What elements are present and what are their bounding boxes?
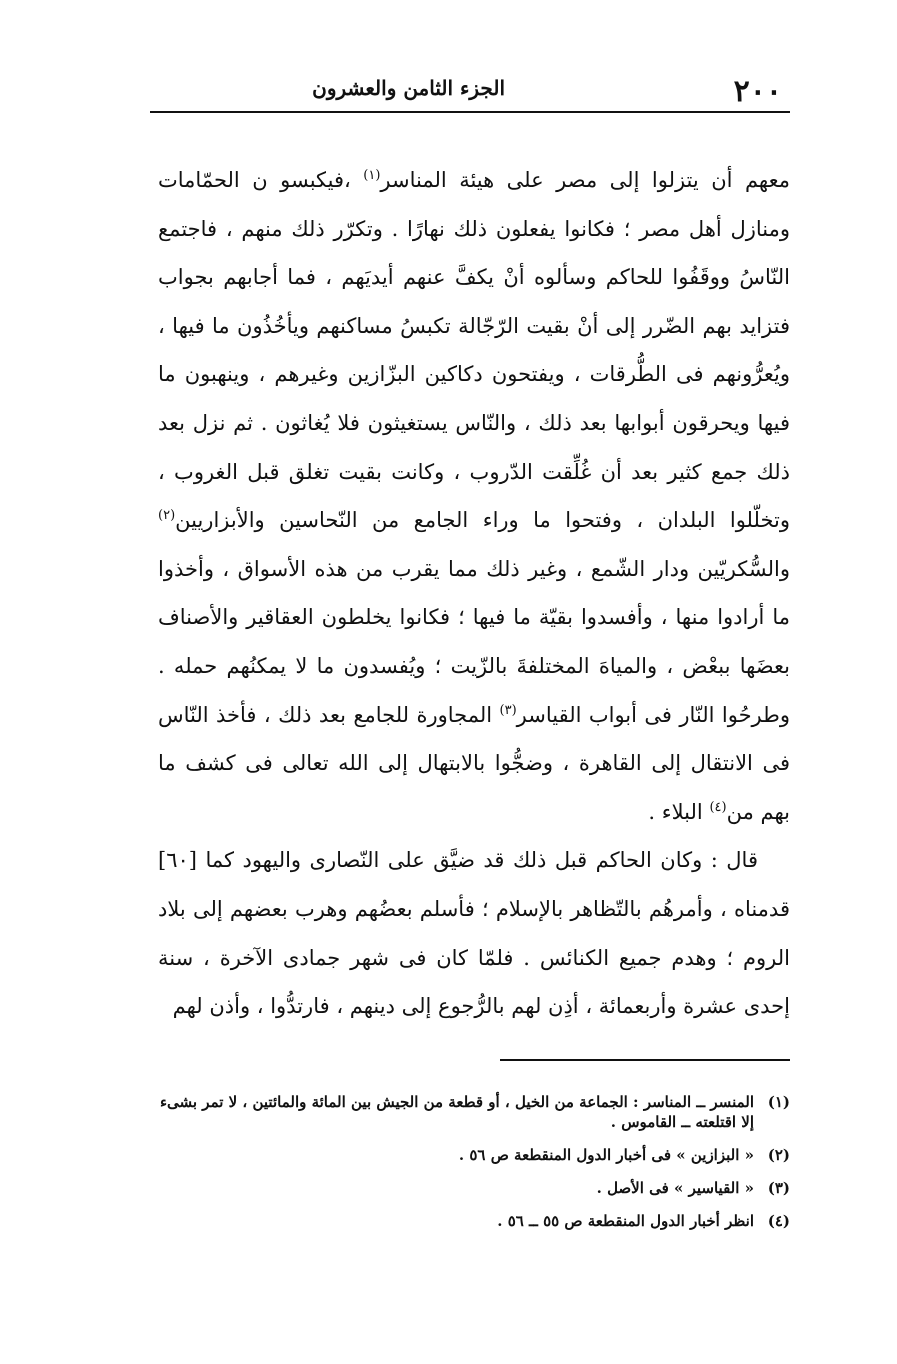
main-text bbox=[158, 156, 790, 1031]
header-rule bbox=[150, 111, 790, 113]
footnote-2-text: « البزازين » فى أخبار الدول المنقطعة ص ٥٦ . bbox=[458, 1146, 754, 1164]
footnote-4 bbox=[158, 1211, 790, 1231]
paragraph-2 bbox=[158, 836, 790, 1030]
footnote-3 bbox=[158, 1178, 790, 1198]
footnote-1-mark: (١) bbox=[767, 1093, 790, 1111]
paragraph-1-text-d: المجاورة للجامع بعد ذلك ، فأخذ النّاس فى الانتقال إلى القاهرة ، وضجُّوا بالابتهال إلى الله تعالى فى كشف ما بهم من bbox=[158, 702, 790, 824]
footnote-2-mark: (٢) bbox=[767, 1146, 790, 1164]
paragraph-1 bbox=[158, 156, 790, 836]
paragraph-2-text-b: قدمناه ، وأمرهُم بالتّظاهر بالإسلام ؛ فأسلم بعضُهم وهرب بعضهم إلى بلاد الروم ؛ وهدم جميع الكنائس . فلمّا كان فى شهر جمادى الآخرة ، سنة إحدى عشرة وأربعمائة ، أذِن لهم بالرُّجوع إلى دينهم ، فارتدُّوا ، وأذن لهم bbox=[158, 896, 790, 1019]
footnote-4-mark: (٤) bbox=[767, 1212, 790, 1230]
footnote-separator bbox=[500, 1059, 790, 1061]
footnote-3-text: « القياسير » فى الأصل . bbox=[596, 1179, 754, 1197]
source-page-marker: [٦٠] bbox=[158, 848, 197, 873]
footnote-2 bbox=[158, 1145, 790, 1165]
footnote-3-mark: (٣) bbox=[767, 1179, 790, 1197]
running-title: الجزء الثامن والعشرون bbox=[312, 76, 505, 100]
paragraph-1-text-b: ،فيكبسو ن الحمّامات ومنازل أهل مصر ؛ فكانوا يفعلون ذلك نهارًا . وتكرّر ذلك منهم ، فاجتمع النّاسُ ووقَفُوا للحاكم وسألوه أنْ يكفَّ عنهم أيديَهم ، فما أجابهم بجواب فتزايد بهم الضّرر إلى أنْ بقيت الرّجّالة تكبسُ مساكنهم ويأخُذُون ما فيها ، ويُعرُّونهم فى الطُّرقات ، ويفتحون دكاكين البزّازين وغيرهم ، وينهبون ما فيها ويحرقون أبوابها بعد ذلك ، والنّاس يستغيثون فلا يُغاثون . ثم نزل بعد ذلك جمع كثير بعد أن غُلِّقت الدّروب ، وكانت بقيت تغلق قبل الغروب ، وتخلّلوا البلدان ، وفتحوا ما وراء الجامع من النّحاسين والأبزاريين bbox=[158, 168, 790, 533]
page-number: ٢٠٠ bbox=[733, 74, 782, 109]
paragraph-1-text-c: والسُّكريّين ودار الشّمع ، وغير ذلك مما يقرب من هذه الأسواق ، وأخذوا ما أرادوا منها ، وأفسدوا بقيّة ما فيها ؛ فكانوا يخلطون العقاقير والأصناف بعضَها ببعْض ، والمياهَ المختلفةَ بالزّيت ؛ ويُفسدون ما لا يمكنُهم حمله . وطرحُوا النّار فى أبواب القياسر bbox=[158, 556, 790, 727]
paragraph-1-text-a: معهم أن يتزلوا إلى مصر على هيئة المناسر bbox=[380, 168, 790, 192]
footnote-1 bbox=[158, 1092, 790, 1132]
footnote-1-text: المنسر ــ المناسر : الجماعة من الخيل ، أو قطعة من الجيش بين المائة والمائتين ، لا تمر بشىء إلا اقتلعته ــ القاموس . bbox=[159, 1093, 754, 1131]
paragraph-1-text-e: البلاء . bbox=[648, 799, 703, 824]
footnotes bbox=[158, 1092, 790, 1244]
footnote-ref-4: (٤) bbox=[709, 799, 727, 815]
page-header bbox=[150, 68, 790, 108]
footnote-ref-2: (٢) bbox=[158, 508, 176, 524]
footnote-4-text: انظر أخبار الدول المنقطعة ص ٥٥ ــ ٥٦ . bbox=[497, 1212, 754, 1230]
paragraph-2-text-a: قال : وكان الحاكم قبل ذلك قد ضيَّق على النّصارى واليهود كما bbox=[205, 848, 758, 873]
footnote-ref-1: (١) bbox=[363, 168, 381, 183]
footnote-ref-3: (٣) bbox=[499, 702, 517, 718]
